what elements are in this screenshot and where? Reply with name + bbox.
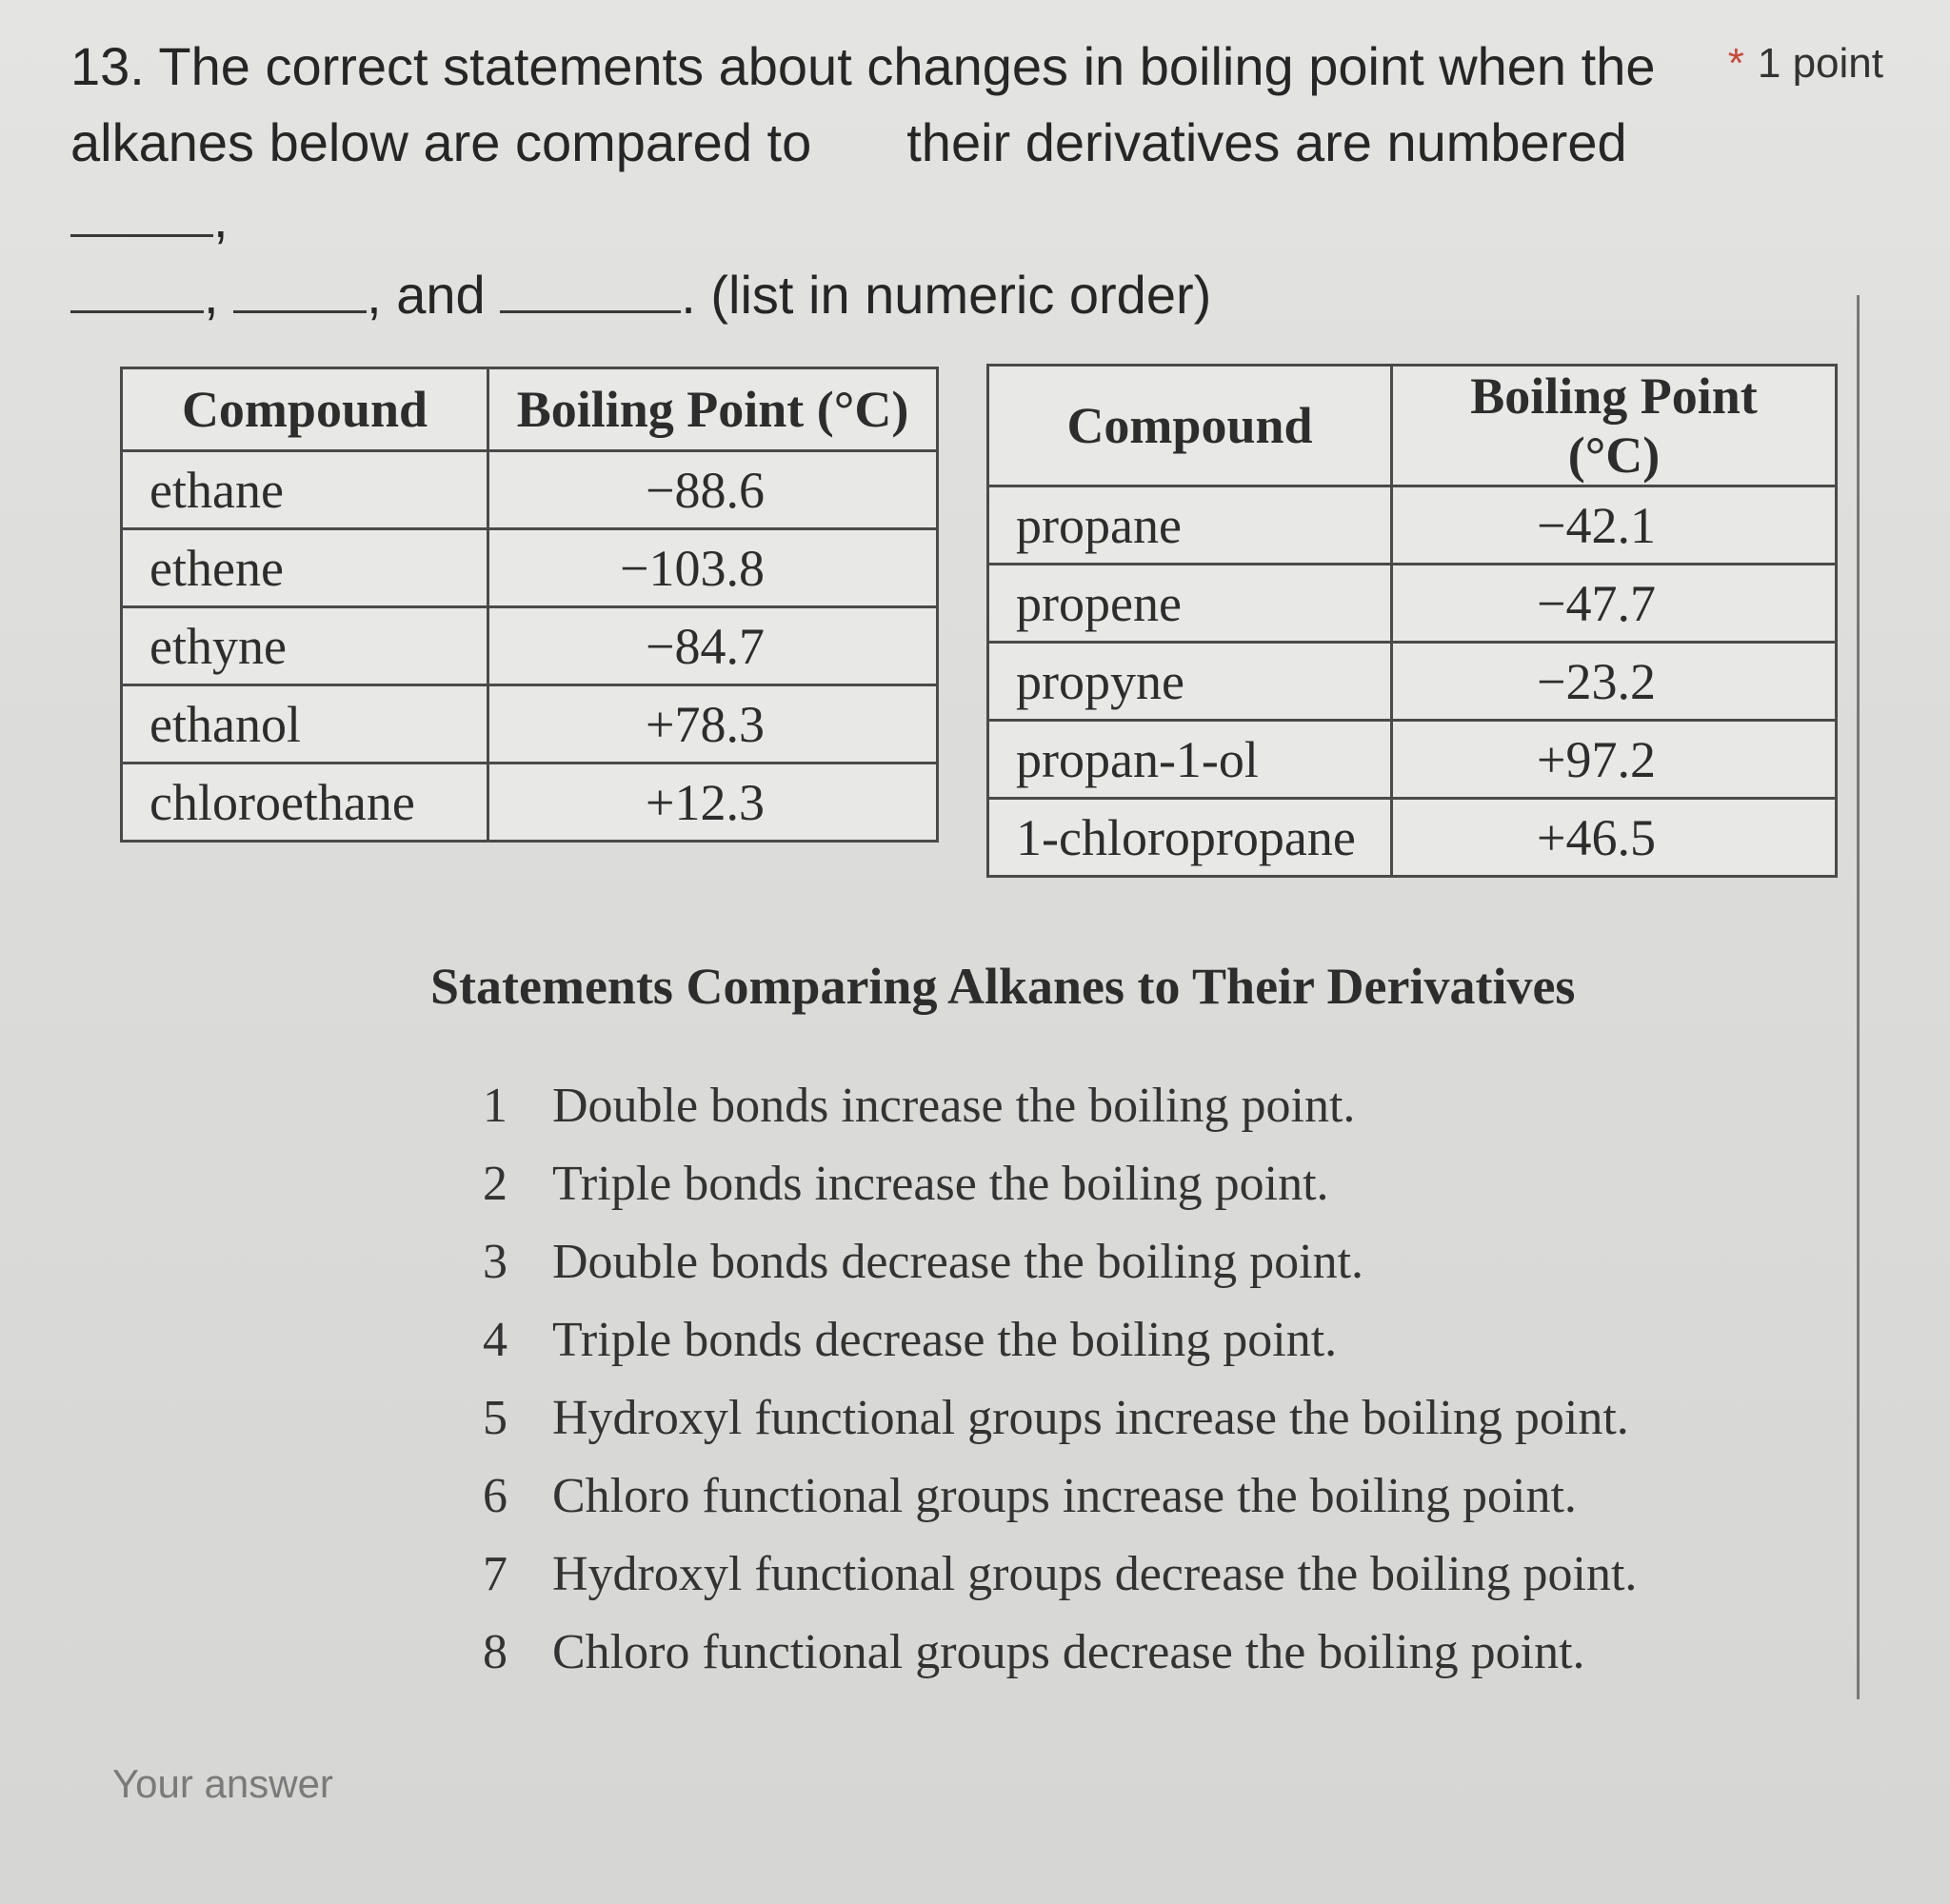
list-item [438, 1144, 1637, 1222]
statement-number: 5 [483, 1390, 507, 1445]
header-boiling-point: Boiling Point (°C) [1392, 366, 1837, 486]
statement-text: Hydroxyl functional groups increase the boiling point. [552, 1390, 1629, 1445]
statement-text: Chloro functional groups decrease the boiling point. [552, 1624, 1585, 1679]
answer-blank-2 [70, 261, 204, 313]
statement-text: Double bonds increase the boiling point. [552, 1078, 1356, 1133]
vertical-divider [1857, 295, 1860, 1699]
boiling-point-cell: +46.5 [1392, 799, 1837, 877]
table-row [122, 764, 938, 842]
answer-blank-3 [233, 261, 367, 313]
compound-cell: propyne [988, 643, 1392, 721]
table-header-row [988, 366, 1837, 486]
answer-blank-1 [70, 185, 213, 237]
table-row [988, 721, 1837, 799]
compound-cell: ethyne [122, 607, 488, 685]
compound-cell: ethanol [122, 685, 488, 764]
table-row [988, 565, 1837, 643]
list-item [438, 1457, 1637, 1535]
boiling-point-cell: +78.3 [488, 685, 938, 764]
required-asterisk-icon: * [1727, 40, 1744, 87]
points-label: 1 point [1757, 40, 1883, 87]
boiling-point-cell: +97.2 [1392, 721, 1837, 799]
compound-cell: ethane [122, 451, 488, 529]
statement-number: 2 [483, 1156, 507, 1211]
statement-text: Hydroxyl functional groups decrease the boiling point. [552, 1546, 1638, 1601]
and-text: , and [367, 265, 486, 325]
table-row [122, 529, 938, 607]
statement-number: 3 [483, 1234, 507, 1289]
statement-number: 6 [483, 1468, 507, 1523]
boiling-point-cell: −42.1 [1392, 486, 1837, 565]
answer-blank-4 [500, 261, 681, 313]
statements-list [438, 1066, 1637, 1691]
ethane-derivatives-table [120, 367, 939, 843]
compound-cell: propane [988, 486, 1392, 565]
list-item [438, 1300, 1637, 1378]
question-ending: . (list in numeric order) [681, 265, 1212, 325]
list-item [438, 1066, 1637, 1144]
comma-2: , [204, 265, 219, 325]
question-line-2b: their derivatives are numbered [906, 112, 1627, 172]
table-row [122, 685, 938, 764]
statement-number: 7 [483, 1546, 507, 1601]
list-item [438, 1613, 1637, 1691]
statement-number: 1 [483, 1078, 507, 1133]
question-number: 13. [70, 36, 145, 96]
statement-text: Triple bonds decrease the boiling point. [552, 1312, 1338, 1367]
table-row [122, 607, 938, 685]
boiling-point-cell: −47.7 [1392, 565, 1837, 643]
boiling-point-cell: +12.3 [488, 764, 938, 842]
compound-cell: chloroethane [122, 764, 488, 842]
statement-number: 4 [483, 1312, 507, 1367]
answer-input[interactable] [112, 1761, 779, 1807]
points-indicator [1728, 40, 1883, 88]
header-compound: Compound [988, 366, 1392, 486]
statement-text: Triple bonds increase the boiling point. [552, 1156, 1329, 1211]
compound-cell: 1-chloropropane [988, 799, 1392, 877]
table-row [988, 643, 1837, 721]
header-compound: Compound [122, 368, 488, 451]
propane-derivatives-table [986, 364, 1838, 878]
question-text [70, 29, 1708, 333]
boiling-point-cell: −84.7 [488, 607, 938, 685]
list-item [438, 1222, 1637, 1300]
table-header-row [122, 368, 938, 451]
comma-1: , [213, 188, 229, 248]
list-item [438, 1378, 1637, 1457]
table-row [122, 451, 938, 529]
statements-title: Statements Comparing Alkanes to Their Derivatives [430, 958, 1576, 1015]
compound-cell: propene [988, 565, 1392, 643]
header-boiling-point: Boiling Point (°C) [488, 368, 938, 451]
boiling-point-cell: −23.2 [1392, 643, 1837, 721]
boiling-point-cell: −88.6 [488, 451, 938, 529]
statement-text: Double bonds decrease the boiling point. [552, 1234, 1364, 1289]
compound-cell: propan-1-ol [988, 721, 1392, 799]
list-item [438, 1535, 1637, 1613]
statement-text: Chloro functional groups increase the boiling point. [552, 1468, 1577, 1523]
table-row [988, 799, 1837, 877]
boiling-point-cell: −103.8 [488, 529, 938, 607]
question-line-1: The correct statements about changes in boiling point when the [158, 36, 1656, 96]
compound-cell: ethene [122, 529, 488, 607]
table-row [988, 486, 1837, 565]
question-line-2a: alkanes below are compared to [70, 112, 812, 172]
statement-number: 8 [483, 1624, 507, 1679]
